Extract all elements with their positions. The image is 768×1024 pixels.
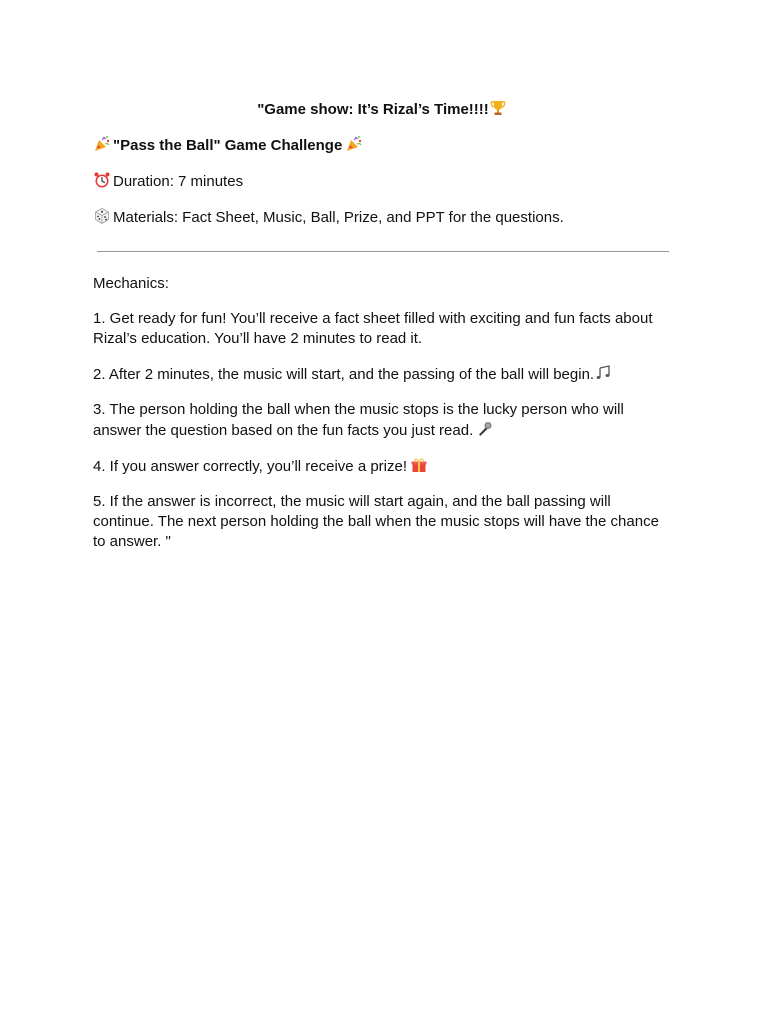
mechanics-step-4 — [93, 456, 675, 477]
subtitle-text: "Pass the Ball" Game Challenge — [113, 137, 343, 154]
duration-text: Duration: 7 minutes — [113, 173, 244, 190]
materials-line — [93, 207, 675, 228]
music-notes-icon — [594, 364, 612, 382]
mechanics-step-1 — [93, 309, 675, 349]
materials-text: Materials: Fact Sheet, Music, Ball, Prize, and PPT for the questions. — [113, 209, 564, 226]
mechanics-step-5 — [93, 492, 675, 552]
step-text: 2. After 2 minutes, the music will start, and the passing of the ball will begin. — [93, 366, 595, 383]
mechanics-step-2 — [93, 364, 675, 385]
alarm-clock-icon — [93, 171, 111, 189]
gift-icon — [410, 456, 428, 474]
step-text: 4. If you answer correctly, you’ll receive a prize! — [93, 458, 408, 475]
microphone-icon — [476, 420, 494, 438]
step-text: 5. If the answer is incorrect, the music will start again, and the ball passing will continue. The next person holding the ball when the music stops will have the chance to answer. " — [93, 493, 659, 550]
step-text: 3. The person holding the ball when the music stops is the lucky person who will answer the question based on the fun facts you just read. — [93, 401, 624, 439]
trophy-icon — [489, 99, 507, 117]
title-text: "Game show: It’s Rizal’s Time!!!! — [257, 101, 489, 118]
duration-line — [93, 171, 675, 192]
document-content — [93, 99, 675, 567]
party-popper-icon — [345, 135, 363, 153]
subtitle — [93, 135, 675, 156]
horizontal-divider — [97, 251, 669, 252]
mechanics-heading: Mechanics: — [93, 275, 169, 292]
dice-icon — [93, 207, 111, 225]
page-title — [93, 99, 673, 120]
mechanics-step-3 — [93, 400, 675, 441]
party-popper-icon — [93, 135, 111, 153]
step-text: 1. Get ready for fun! You’ll receive a fact sheet filled with exciting and fun facts about Rizal’s education. You’ll have 2 minutes to read it. — [93, 310, 653, 347]
